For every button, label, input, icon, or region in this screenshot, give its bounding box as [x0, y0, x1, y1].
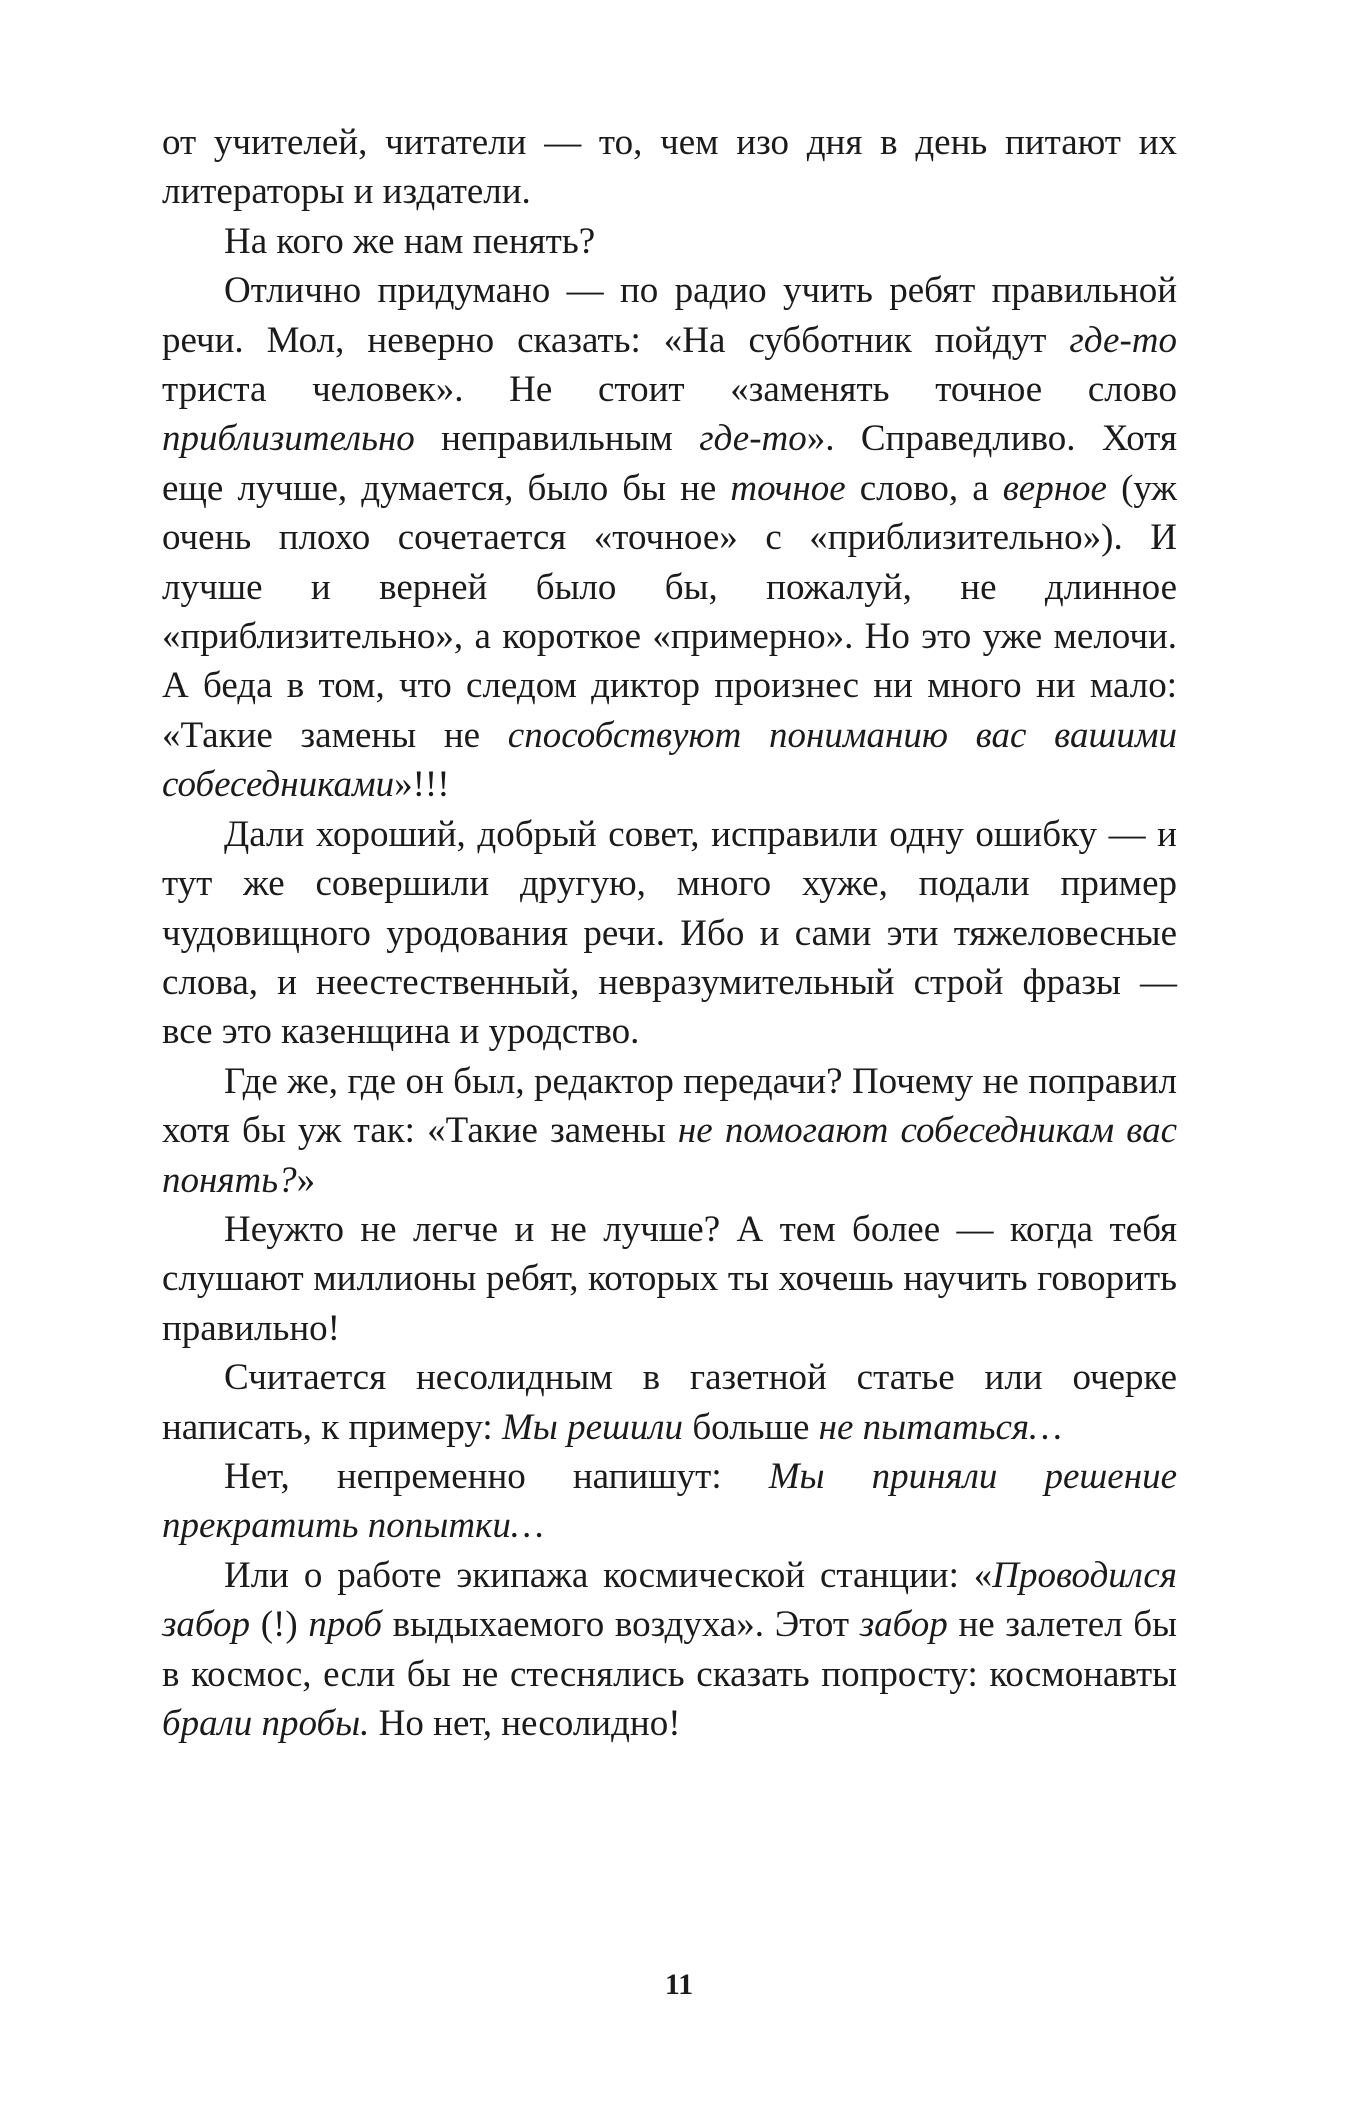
paragraph	[162, 810, 1177, 1057]
text-segment: »	[296, 1159, 316, 1201]
italic-text: точное	[730, 467, 846, 509]
text-segment: триста человек». Не стоит «заменять точное слово	[162, 369, 1177, 411]
italic-text: Мы приняли решение прекратить попытки…	[162, 1455, 1177, 1547]
text-segment: Неужто не легче и не лучше? А тем более — когда тебя слушают миллионы ребят, которых ты хочешь научить говорить правильно!	[162, 1208, 1177, 1349]
text-segment: не залетел бы в космос, если бы не стеснялись сказать попросту: космонавты	[162, 1604, 1177, 1695]
text-segment: Но нет, несолидно!	[369, 1703, 681, 1744]
text-segment: Дали хороший, добрый совет, исправили одну ошибку — и тут же совершили другую, много хуже, подали пример чудовищного уродования речи. Ибо и сами эти тяжеловесные слова, и неестественный, невразумительный строй фразы — все это казенщина и уродство.	[162, 813, 1177, 1053]
paragraph	[162, 1452, 1177, 1551]
text-segment: выдыхаемого воздуха». Этот	[382, 1604, 860, 1646]
text-segment: »!!!	[394, 764, 450, 806]
italic-text: приблизительно	[162, 418, 415, 460]
paragraph	[162, 217, 1177, 266]
text-segment: ». Справедливо. Хотя еще лучше, думается, было бы не	[162, 418, 1177, 509]
text-segment: На кого же нам пенять?	[224, 220, 596, 262]
italic-text: брали пробы.	[162, 1703, 370, 1744]
text-segment: Нет, непременно напишут:	[224, 1455, 769, 1497]
text-segment: Считается несолидным в газетной статье или очерке написать, к примеру:	[162, 1357, 1177, 1448]
paragraph	[162, 1353, 1177, 1452]
italic-text: верное	[1002, 467, 1107, 509]
text-segment: Или о работе экипажа космической станции: «	[224, 1554, 993, 1596]
paragraph	[162, 118, 1177, 217]
italic-text: способствуют пониманию вас вашими собеседниками	[162, 714, 1178, 806]
italic-text: не пытаться…	[818, 1406, 1062, 1448]
text-segment: (уж очень плохо сочетается «точное» с «приблизительно»). И лучше и верней было бы, пожалуй, не длинное «приблизительно», а короткое «примерно». Но это уже мелочи. А беда в том, что следом диктор произнес ни много ни мало: «Такие замены не	[162, 467, 1177, 756]
italic-text: Мы решили	[501, 1406, 684, 1448]
italic-text: проб	[308, 1604, 382, 1646]
italic-text: забор	[859, 1604, 948, 1646]
text-segment: (!)	[250, 1604, 309, 1646]
paragraph	[162, 266, 1177, 809]
text-segment: неправильным	[414, 418, 700, 460]
italic-text: не помогают собеседникам вас понять?	[162, 1110, 1177, 1201]
text-segment: больше	[683, 1406, 819, 1448]
text-segment: Отлично придумано — по радио учить ребят правильной речи. Мол, неверно сказать: «На субботник пойдут	[162, 270, 1177, 361]
paragraph	[162, 1057, 1177, 1205]
paragraph	[162, 1205, 1177, 1353]
text-segment: слово, а	[845, 467, 1003, 509]
page-body	[162, 118, 1177, 1748]
page-number: 11	[664, 1968, 694, 2001]
paragraph	[162, 1551, 1177, 1749]
italic-text: где-то	[1069, 319, 1177, 361]
italic-text: где-то	[699, 418, 807, 460]
text-segment: от учителей, читатели — то, чем изо дня в день питают их литераторы и издатели.	[162, 122, 1177, 213]
italic-text: Проводился забор	[162, 1554, 1177, 1646]
text-segment: Где же, где он был, редактор передачи? Почему не поправил хотя бы уж так: «Такие замены	[162, 1060, 1177, 1152]
